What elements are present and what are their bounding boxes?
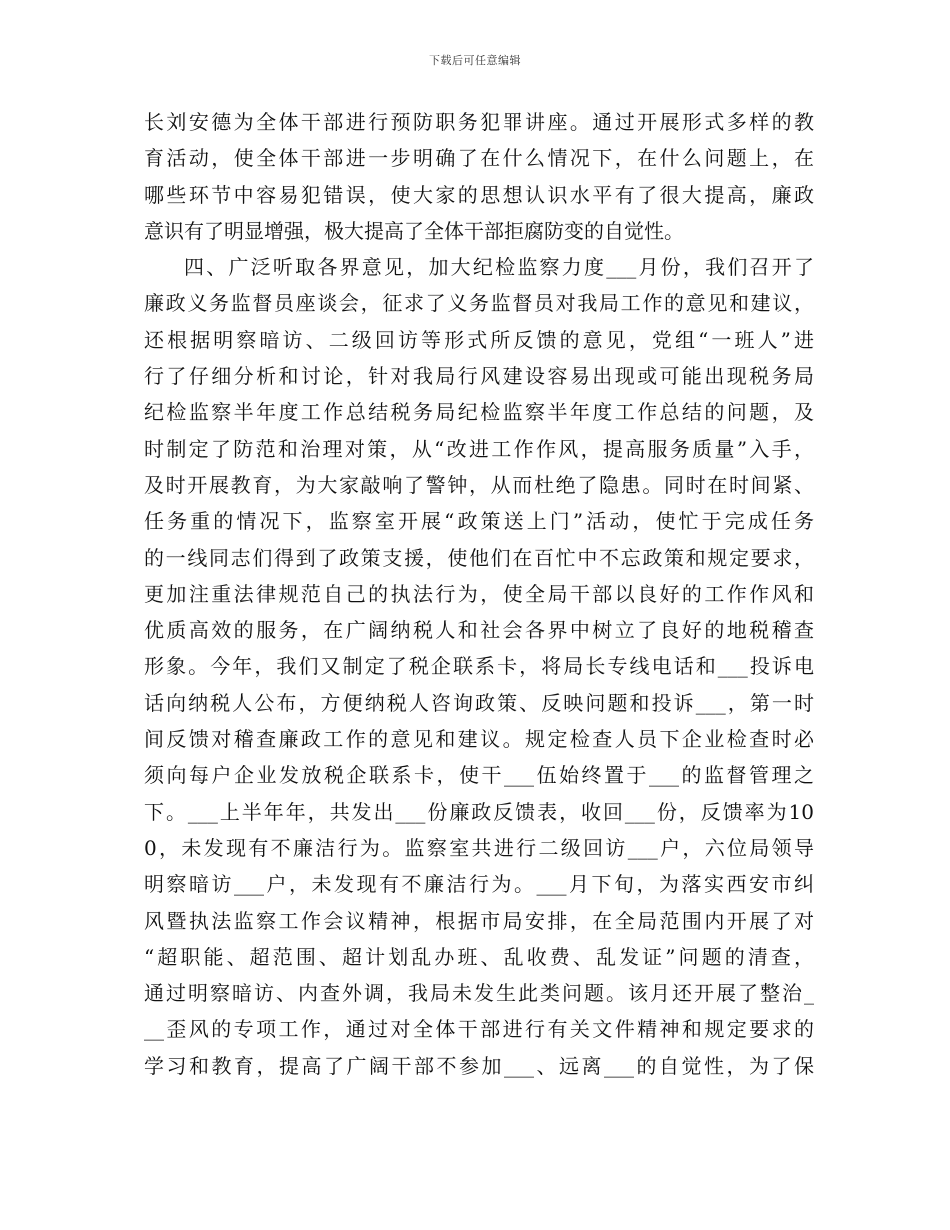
text-line: 形象。今年，我们又制定了税企联系卡，将局长专线电话和___投诉电 bbox=[144, 654, 814, 679]
text-line: 间反馈对稽查廉政工作的意见和建议。规定检查人员下企业检查时必 bbox=[144, 727, 814, 752]
text-line: 时制定了防范和治理对策，从“改进工作作风，提高服务质量”入手， bbox=[144, 436, 814, 461]
text-line: 意识有了明显增强，极大提高了全体干部拒腐防变的自觉性。 bbox=[144, 218, 684, 243]
text-line: 0，未发现有不廉洁行为。监察室共进行二级回访___户，六位局领导 bbox=[144, 835, 814, 860]
text-line: 风暨执法监察工作会议精神，根据市局安排，在全局范围内开展了对 bbox=[144, 908, 814, 933]
text-line: 长刘安德为全体干部进行预防职务犯罪讲座。通过开展形式多样的教 bbox=[144, 110, 814, 134]
text-line: 优质高效的服务，在广阔纳税人和社会各界中树立了良好的地税稽查 bbox=[144, 618, 814, 643]
text-line: 还根据明察暗访、二级回访等形式所反馈的意见，党组“一班人”进 bbox=[144, 327, 814, 352]
text-line: 通过明察暗访、内查外调，我局未发生此类问题。该月还开展了整治_ bbox=[144, 981, 814, 1006]
text-line: 及时开展教育，为大家敲响了警钟，从而杜绝了隐患。同时在时间紧、 bbox=[144, 472, 814, 497]
header-note: 下载后可任意编辑 bbox=[429, 54, 521, 67]
document-body bbox=[144, 104, 814, 1084]
text-line: 任务重的情况下，监察室开展“政策送上门”活动，使忙于完成任务 bbox=[144, 509, 814, 534]
text-line: 行了仔细分析和讨论，针对我局行风建设容易出现或可能出现税务局 bbox=[144, 364, 814, 389]
text-line: 更加注重法律规范自己的执法行为，使全局干部以良好的工作作风和 bbox=[144, 581, 814, 606]
text-line: 廉政义务监督员座谈会，征求了义务监督员对我局工作的意见和建议， bbox=[144, 291, 814, 316]
text-line: 纪检监察半年度工作总结税务局纪检监察半年度工作总结的问题，及 bbox=[144, 400, 814, 425]
text-line: “超职能、超范围、超计划乱办班、乱收费、乱发证”问题的清查， bbox=[144, 944, 814, 969]
text-line: 的一线同志们得到了政策支援，使他们在百忙中不忘政策和规定要求， bbox=[144, 545, 814, 570]
text-line: 学习和教育，提高了广阔干部不参加___、远离___的自觉性，为了保 bbox=[144, 1053, 814, 1078]
text-line: 育活动，使全体干部进一步明确了在什么情况下，在什么问题上，在 bbox=[144, 146, 814, 171]
text-line: 话向纳税人公布，方便纳税人咨询政策、反映问题和投诉___，第一时 bbox=[144, 690, 814, 715]
text-line: 四、广泛听取各界意见，加大纪检监察力度___月份，我们召开了 bbox=[184, 255, 814, 280]
text-line: 哪些环节中容易犯错误，使大家的思想认识水平有了很大提高，廉政 bbox=[144, 182, 814, 207]
text-line: __歪风的专项工作，通过对全体干部进行有关文件精神和规定要求的 bbox=[144, 1017, 814, 1042]
text-line: 下。___上半年年，共发出___份廉政反馈表，收回___份，反馈率为10 bbox=[144, 799, 814, 824]
text-line: 须向每户企业发放税企联系卡，使干___伍始终置于___的监督管理之 bbox=[144, 763, 814, 788]
text-line: 明察暗访___户，未发现有不廉洁行为。___月下旬，为落实西安市纠 bbox=[144, 872, 814, 897]
